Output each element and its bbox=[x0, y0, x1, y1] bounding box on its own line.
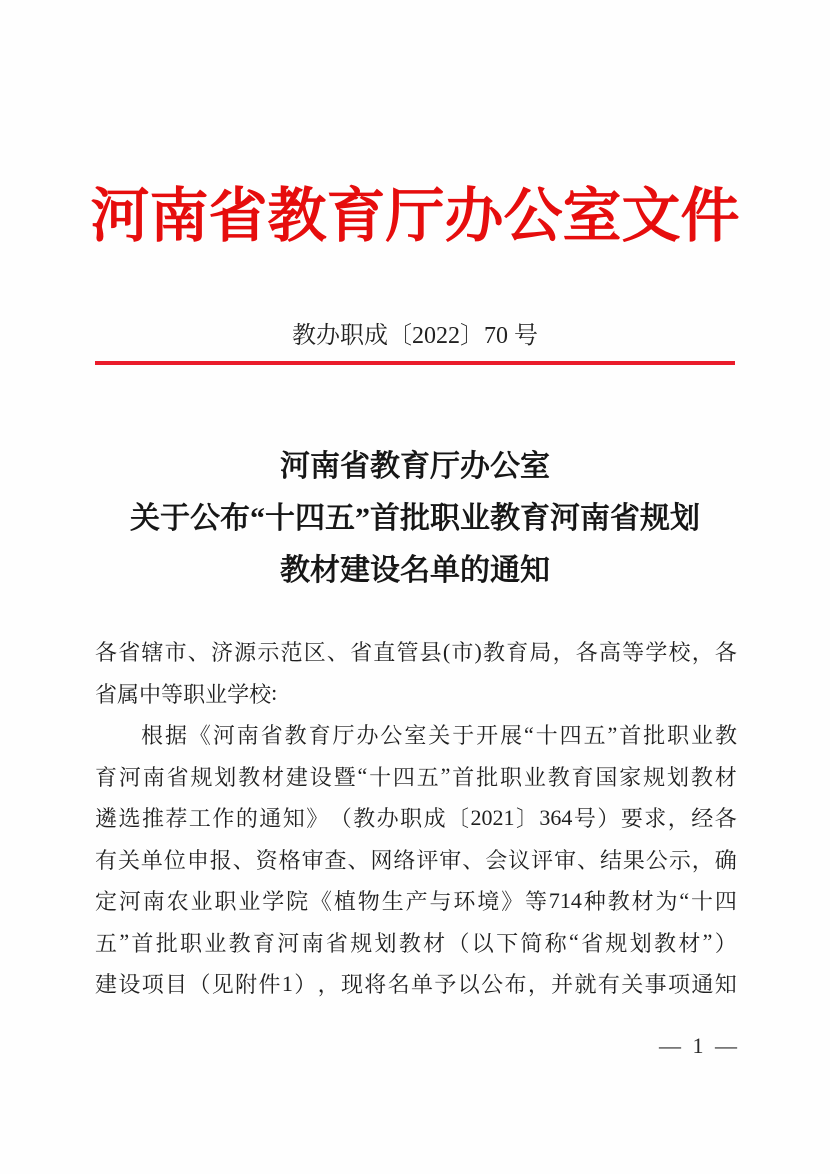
body-text-line: 省 属 中 等 职 业 学 校 : bbox=[95, 680, 278, 707]
body-text-line: 各 省 辖 市 、 济 源 示 范 区 、 省 直 管 县 ( 市 ) 教 育 局 ， 各 高 等 学 校 ， 各 bbox=[95, 638, 737, 666]
notice-title-line-2: 关于公布“十四五”首批职业教育河南省规划 bbox=[130, 502, 700, 535]
body-text-line: 育 河 南 省 规 划 教 材 建 设 暨 “ 十 四 五 ” 首 批 职 业 教 育 国 家 规 划 教 材 bbox=[95, 763, 737, 790]
body-text-line: 定 河 南 农 业 职 业 学 院 《 植 物 生 产 与 环 境 》 等 714 种 教 材 为 “ 十 四 bbox=[95, 887, 737, 915]
notice-title-line-3: 教材建设名单的通知 bbox=[280, 554, 550, 587]
notice-body bbox=[95, 631, 737, 1005]
body-text-line: 根 据 《 河 南 省 教 育 厅 办 公 室 关 于 开 展 “ 十 四 五 ” 首 批 职 业 教 bbox=[141, 721, 737, 749]
notice-title-line-1: 河南省教育厅办公室 bbox=[280, 450, 550, 483]
document-header-title: 河南省教育厅办公室文件 bbox=[90, 183, 740, 249]
body-text-line: 有 关 单 位 申 报 、 资 格 审 查 、 网 络 评 审 、 会 议 评 审 、 结 果 公 示 ， 确 bbox=[95, 847, 737, 873]
body-text-line: 五 ” 首 批 职 业 教 育 河 南 省 规 划 教 材 （ 以 下 简 称 “ 省 规 划 教 材 ” ） bbox=[95, 929, 737, 956]
notice-title bbox=[95, 441, 735, 597]
header-divider-line bbox=[95, 361, 735, 365]
body-text-line: 建 设 项 目 （ 见 附 件 1 ） ， 现 将 名 单 予 以 公 布 ， 并 就 有 关 事 项 通 知 bbox=[95, 970, 737, 998]
body-text-line: 遴 选 推 荐 工 作 的 通 知 》 （ 教 办 职 成 〔 2021 〕 364 号 ） 要 求 ， 经 各 bbox=[95, 804, 737, 832]
document-number: 教办职成〔2022〕70 号 bbox=[292, 323, 538, 349]
page-number: — 1 — bbox=[659, 1033, 740, 1058]
